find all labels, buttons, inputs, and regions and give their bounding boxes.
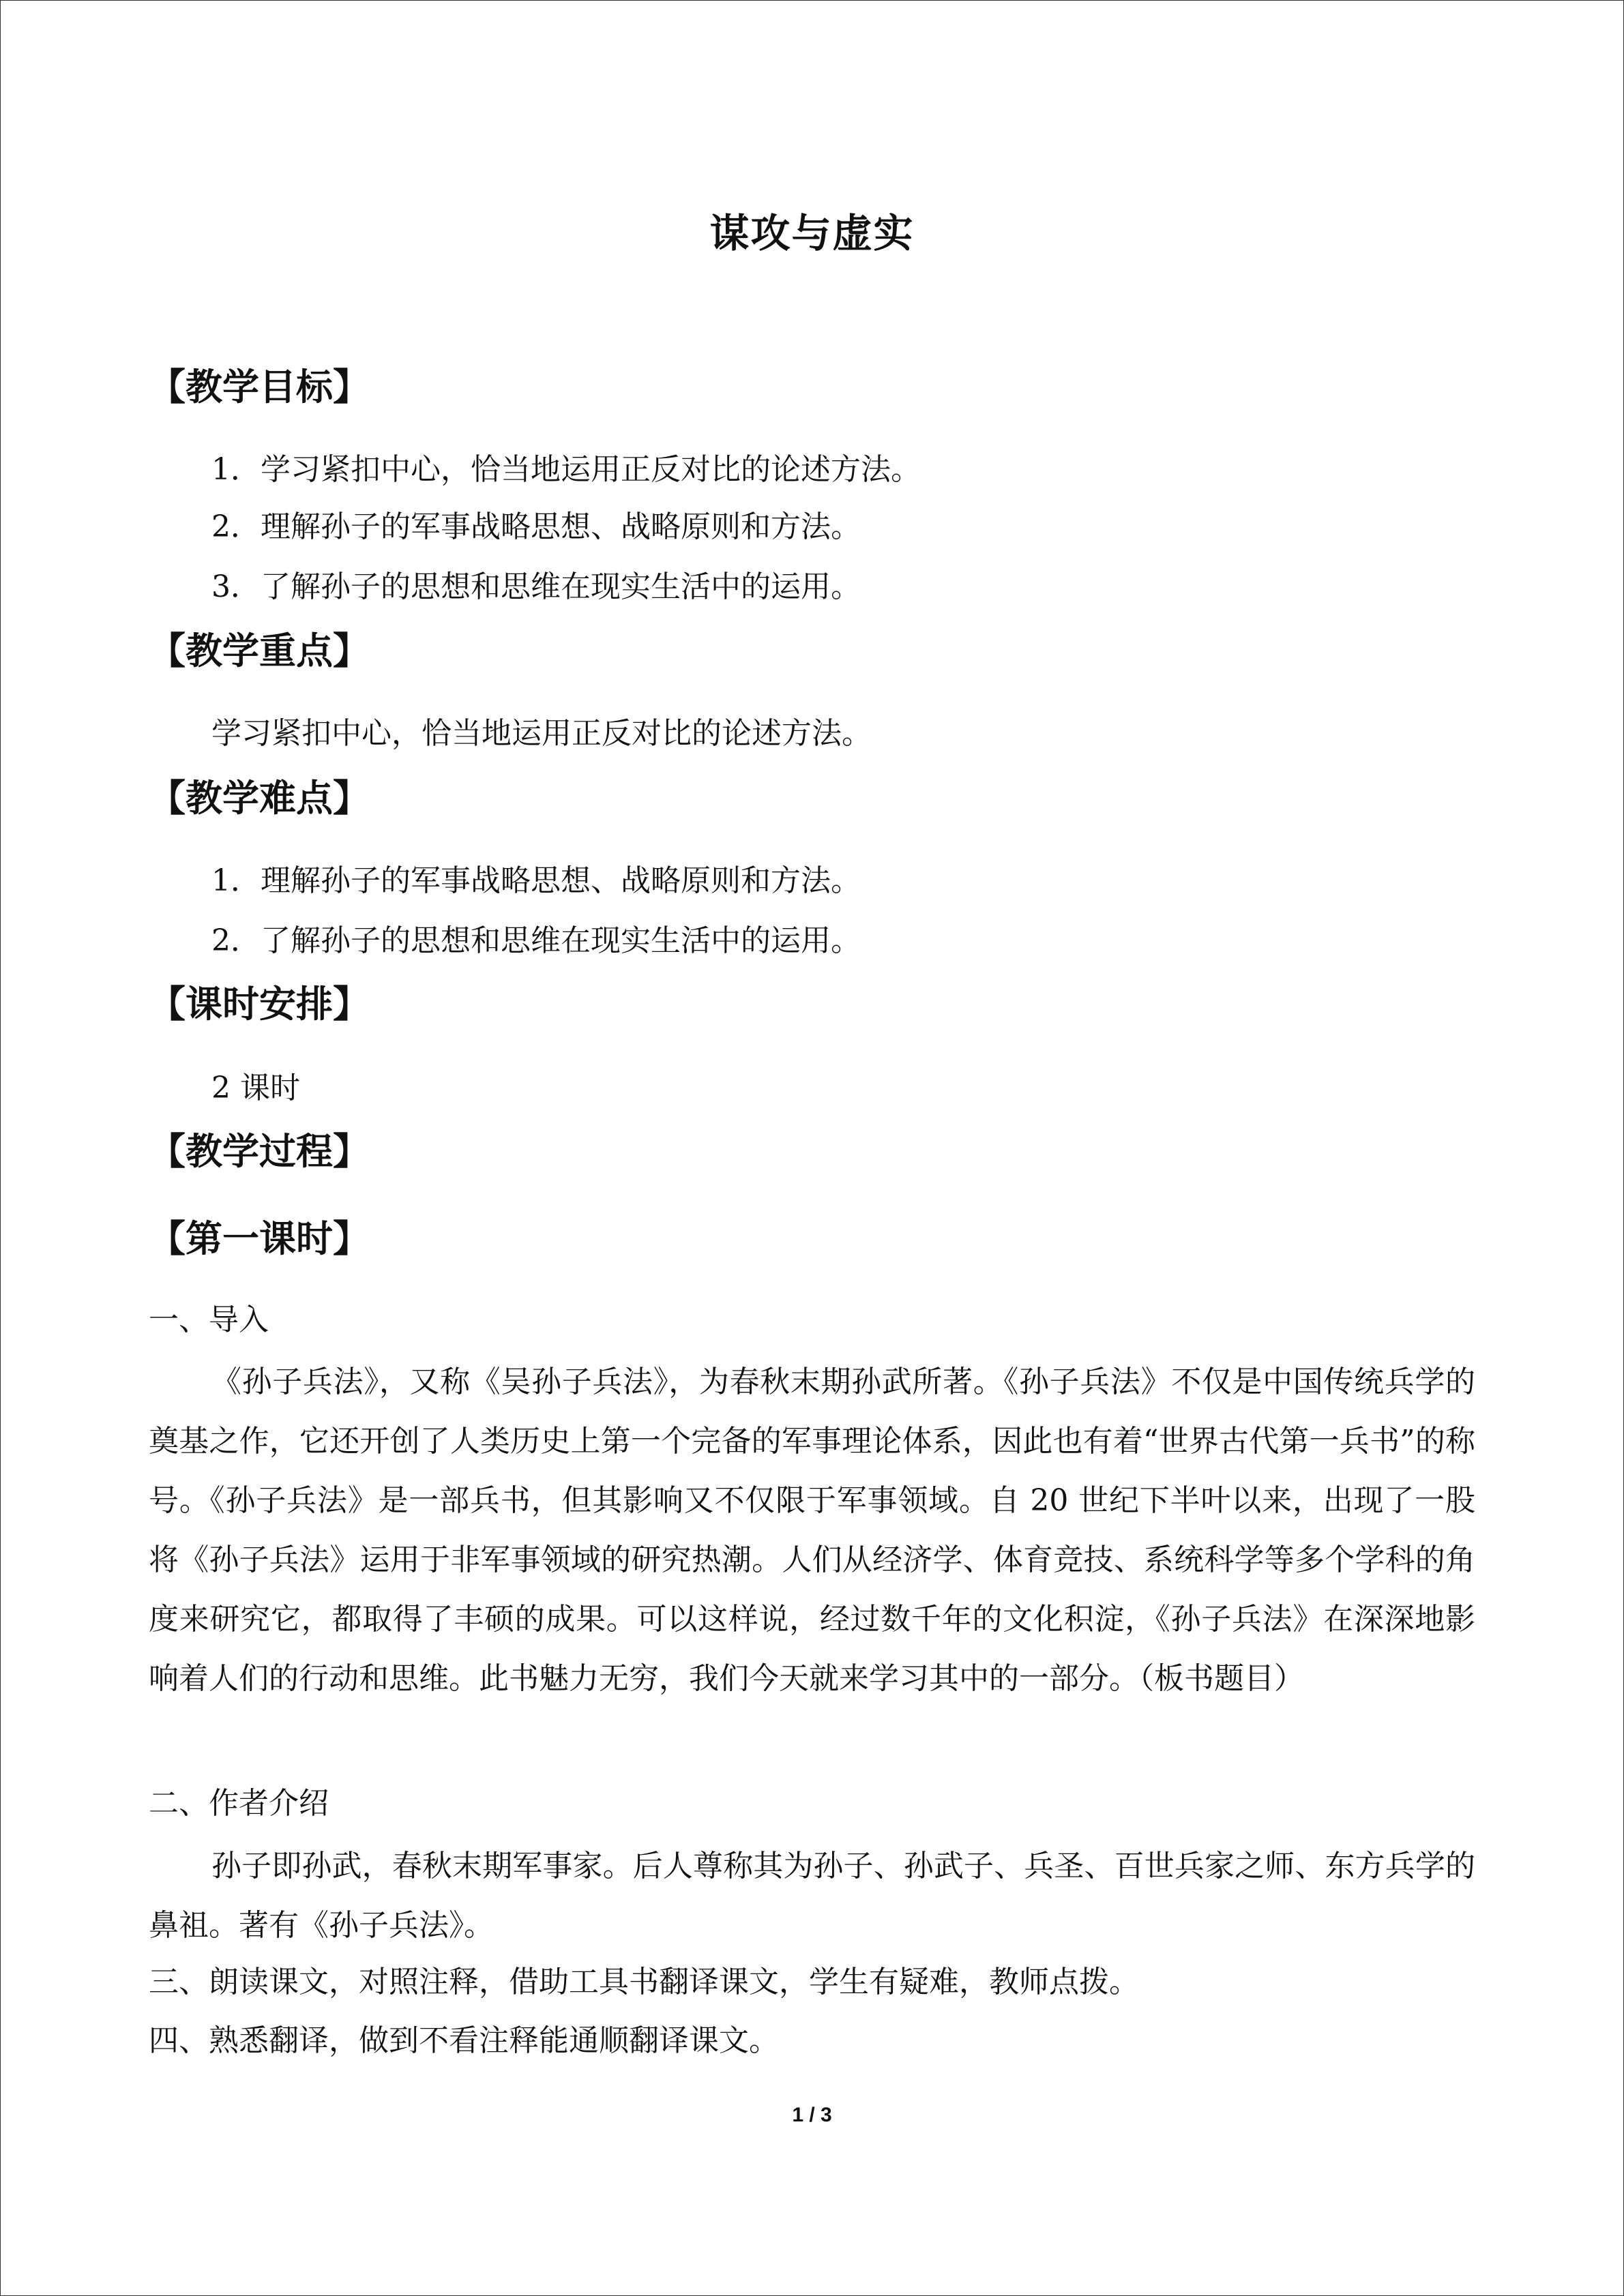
section2-paragraph: 孙子即孙武，春秋末期军事家。后人尊称其为孙子、孙武子、兵圣、百世兵家之师、东方兵学的鼻祖。著有《孙子兵法》。	[149, 1849, 1475, 1943]
schedule-heading: 【课时安排】	[149, 983, 370, 1026]
key-points-text: 学习紧扣中心，恰当地运用正反对比的论述方法。	[211, 716, 872, 751]
section3-text: 三、朗读课文，对照注释，借助工具书翻译课文，学生有疑难，教师点拨。	[149, 1965, 1139, 1999]
objectives-heading: 【教学目标】	[149, 366, 370, 408]
section1-paragraph: 《孙子兵法》，又称《吴孙子兵法》，为春秋末期孙武所著。《孙子兵法》不仅是中国传统兵学的奠基之作，它还开创了人类历史上第一个完备的军事理论体系，因此也有着“世界古代第一兵书”的称号。《孙子兵法》是一部兵书，但其影响又不仅限于军事领域。自 20 世纪下半叶以来，出现了一股将《孙子兵法》运用于非军事领域的研究热潮。人们从经济学、体育竞技、系统科学等多个学科的角度来研究它，都取得了丰硕的成果。可以这样说，经过数千年的文化积淀，《孙子兵法》在深深地影响着人们的行动和思维。此书魅力无穷，我们今天就来学习其中的一部分。（板书题目）	[149, 1365, 1475, 1696]
objective-item-3: 3．了解孙子的思想和思维在现实生活中的运用。	[211, 569, 861, 604]
page-title: 谋攻与虚实	[709, 210, 915, 256]
section2-title: 二、作者介绍	[149, 1786, 329, 1821]
lesson1-heading: 【第一课时】	[149, 1217, 370, 1260]
section1-title: 一、导入	[149, 1302, 269, 1337]
difficulties-heading: 【教学难点】	[149, 777, 370, 820]
objective-item-2: 2．理解孙子的军事战略思想、战略原则和方法。	[211, 509, 861, 544]
difficulty-item-1: 1．理解孙子的军事战略思想、战略原则和方法。	[211, 863, 861, 898]
section4-text: 四、熟悉翻译，做到不看注释能通顺翻译课文。	[149, 2023, 779, 2058]
schedule-text: 2 课时	[211, 1071, 300, 1105]
objective-item-1: 1．学习紧扣中心，恰当地运用正反对比的论述方法。	[211, 452, 921, 487]
process-heading: 【教学过程】	[149, 1130, 370, 1173]
key-points-heading: 【教学重点】	[149, 629, 370, 672]
difficulty-item-2: 2．了解孙子的思想和思维在现实生活中的运用。	[211, 923, 861, 958]
page-number: 1 / 3	[792, 2104, 832, 2126]
